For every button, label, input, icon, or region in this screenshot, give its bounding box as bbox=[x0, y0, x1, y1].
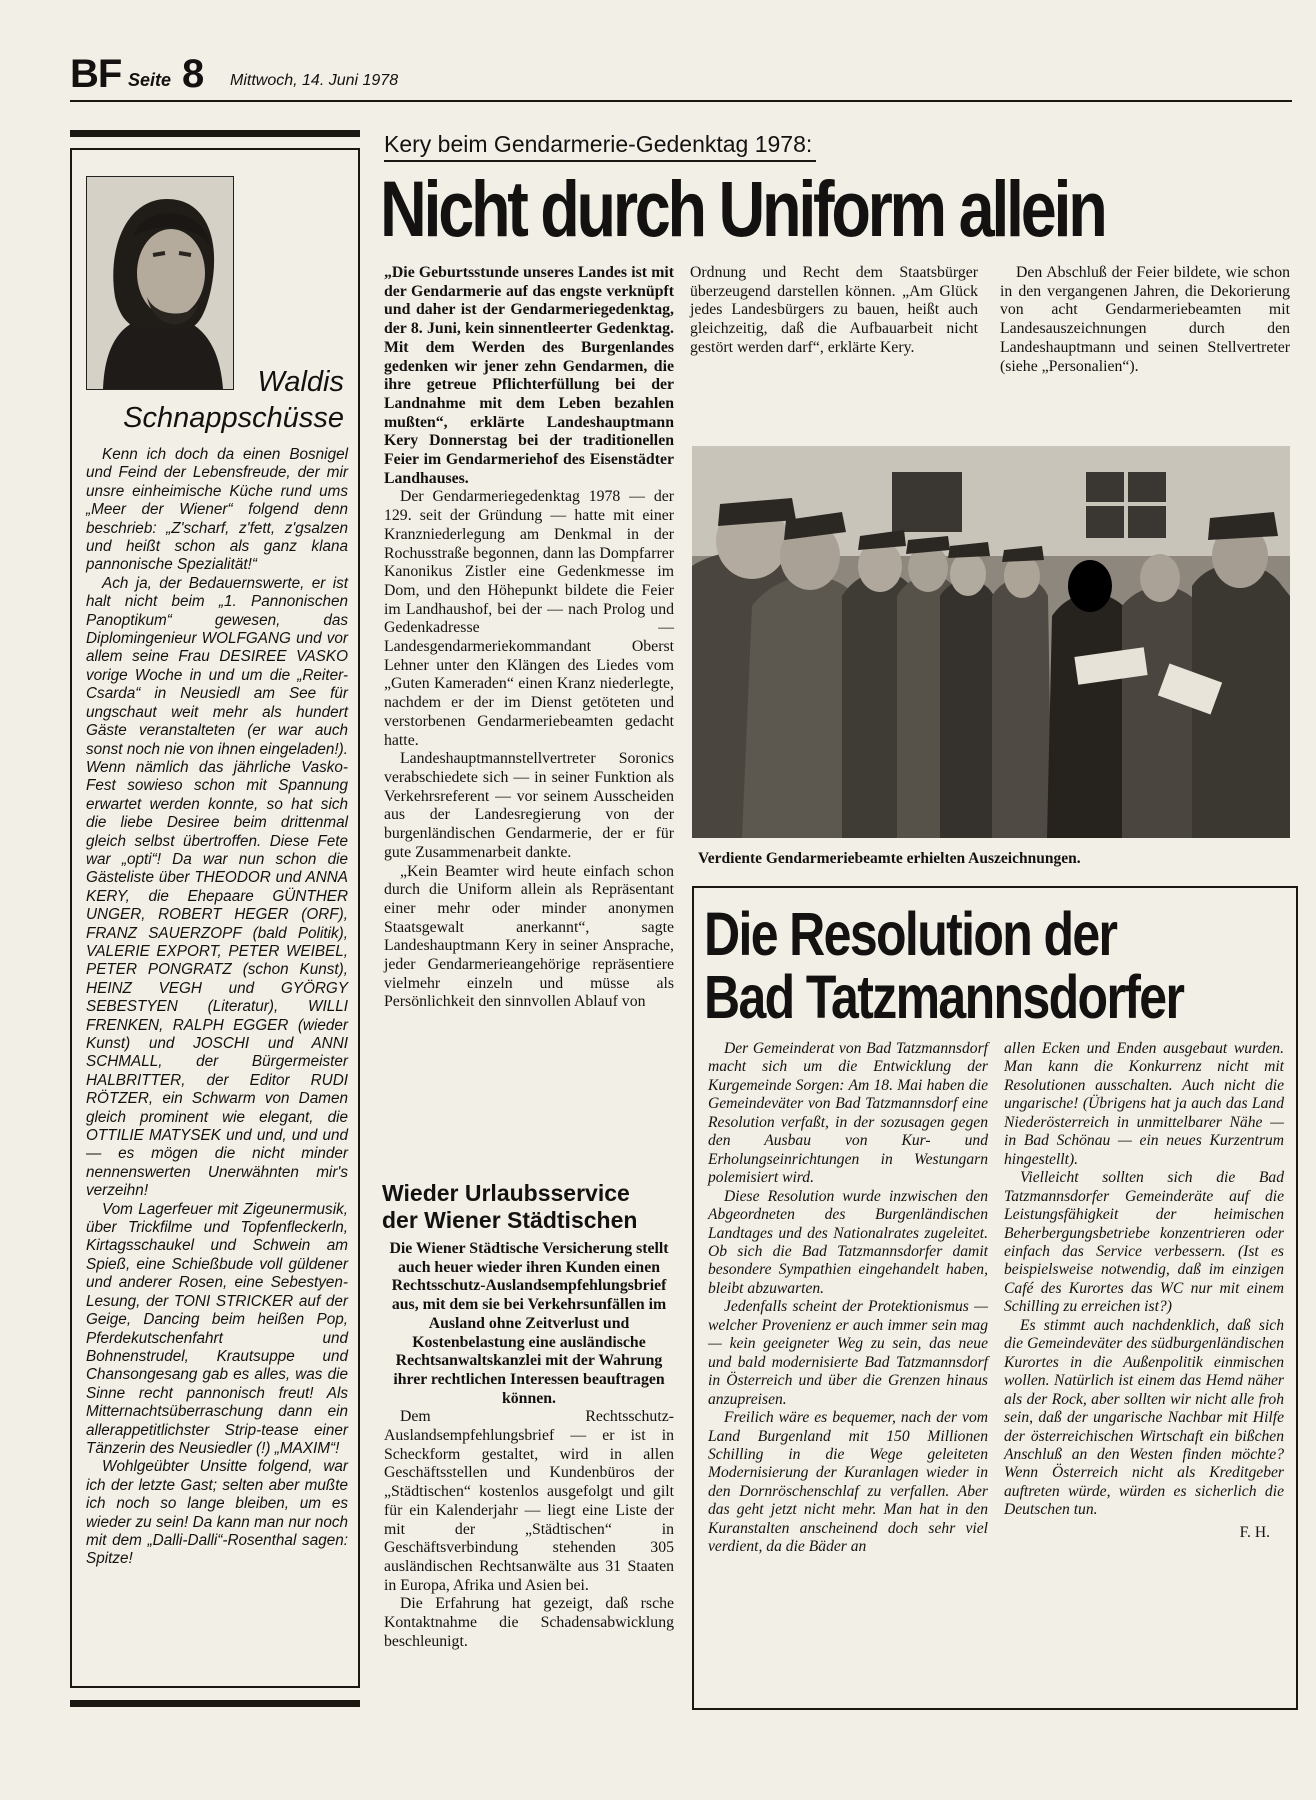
waldis-title-line1: Waldis bbox=[257, 366, 344, 398]
waldis-paragraph: Kenn ich doch da einen Bosnigel und Feind der Lebensfreude, der mir unsre einheimische Küche rund ums „Meer der Wiener“ folgend denn beschrieb: „Z'scharf, z'fett, z'gsalzen und heißt schon als ganz klana pannonische Spezialität!“ bbox=[86, 446, 348, 574]
waldis-paragraph: Ach ja, der Bedauernswerte, er ist halt nicht beim „1. Pannonischen Panoptikum“ gewesen, das Diplomingenieur WOLFGANG und vor allem seine Frau DESIREE VASKO vorige Woche in und um die „Reiter-Csarda“ in Neusiedl am See für ungschaut weit mehr als hundert Gäste veranstalteten (er war auch sonst noch nie von ihnen eingeladen!). Wenn nämlich das jährliche Vasko-Fest sowieso schon mit Spannung erwartet werden konnte, so hat sich die liebe Desiree beim drittenmal gleich selbst übertroffen. Diese Fete war „opti“! Da war nun schon die Gästeliste über THEODOR und ANNA KERY, die Ehepaare GÜNTHER UNGER, ROBERT HEGER (ORF), FRANZ SAUERZOPF (bald Politik), VALERIE EXPORT, PETER WEIBEL, PETER PONGRATZ (schon Kunst), HEINZ VEGH und GYÖRGY SEBESTYEN (Literatur), WILLI FRENKEN, RALPH EGGER (wieder Kunst) und JOSCHI und ANNI SCHMALL, der Bürgermeister HALBRITTER, der Editor RUDI RÖTZER, ein Schwarm von Damen gleich prominent wie elegant, die OTTILIE MATYSEK und und, und und — es mögen die nicht minder nennenswerten Unerwähnten mir's verzeihn! bbox=[86, 574, 348, 1200]
masthead-rule bbox=[70, 100, 1292, 102]
portrait-photo bbox=[86, 176, 234, 390]
urlaub-article bbox=[384, 1240, 674, 1651]
masthead-logo: BF bbox=[70, 52, 122, 96]
waldis-column bbox=[70, 148, 360, 1688]
resolution-paragraph: Freilich wäre es bequemer, nach der vom Land Burgenland mit 150 Millionen Schilling in die Wege geleiteten Modernisierung der Kuranlagen wieder in den Dornröschenschlaf zu verfallen. Aber das geht jetzt nicht mehr. Man hat in den Kuranstalten anscheinend doch sehr viel verdient, da die Bäder an bbox=[708, 1409, 988, 1556]
photo-caption: Verdiente Gendarmeriebeamte erhielten Auszeichnungen. bbox=[698, 850, 1081, 867]
article-lead: „Die Geburtsstunde unseres Landes ist mit der Gendarmerie auf das engste verknüpft und daher ist der Gendarmeriegedenktag, der 8. Juni, kein sinnentleerter Gedenktag. Mit dem Werden des Burgenlandes gedenken wir jener zehn Gendarmen, die ihre getreue Pflichterfüllung bei der Landnahme mit dem Leben bezahlen mußten“, erklärte Landeshauptmann Kery Donnerstag bei der traditionellen Feier im Gendarmeriehof des Eisenstädter Landhauses. bbox=[384, 264, 674, 487]
article-paragraph: Den Abschluß der Feier bildete, wie schon in den vergangenen Jahren, die Dekorierung von acht Gendarmeriebeamten mit Landesauszeichnungen durch den Landeshauptmann und seinen Stellvertreter (siehe „Personalien“). bbox=[1000, 264, 1290, 375]
resolution-headline bbox=[704, 900, 1184, 1031]
article-paragraph: „Kein Beamter wird heute einfach schon durch die Uniform allein als Repräsentant einer mehr oder minder anonymen Staatsgewalt anerkannt“, sagte Landeshauptmann Kery in seiner Ansprache, jeder Gendarmerieangehörige repräsentiere vielmehr einzeln und müsse als Persönlichkeit den sinnvollen Ablauf von bbox=[384, 862, 674, 1011]
urlaub-headline bbox=[382, 1180, 678, 1234]
resolution-paragraph: allen Ecken und Enden ausgebaut wurden. Man kann die Konkurrenz nicht mit Resolutionen ausschalten. Auch nicht die ungarische! (Übrigens hat ja auch das Land Niederösterreich in unmittelbarer Nähe — in Bad Schönau — ein neues Kurzentrum hingestellt). bbox=[1004, 1040, 1284, 1168]
article-paragraph: Landeshauptmannstellvertreter Soronics verabschiedete sich — in seiner Funktion als Verkehrsreferent — vor seinem Ausscheiden aus der Landesregierung von der burgenländischen Gendarmerie, der er für gute Zusammenarbeit dankte. bbox=[384, 750, 674, 861]
waldis-title bbox=[88, 364, 344, 436]
resolution-paragraph: Vielleicht sollten sich die Bad Tatzmannsdorfer Gemeinderäte auf die Leistungsfähigkeit der heimischen Beherbergungsbetriebe konzentrieren oder einfach das Service verbessern. (Ist es beispielsweise notwendig, daß im einzigen Café des Kurortes das WC nur mit einem Schilling zu erreichen ist?) bbox=[1004, 1169, 1284, 1316]
resolution-paragraph: Es stimmt auch nachdenklich, daß sich die Gemeindeväter des südburgenländischen Kurortes in die Außenpolitik einmischen wollen. Natürlich ist einem das Hemd näher als der Rock, aber sollten wir nicht alle froh sein, daß der ungarische Nachbar mit Hilfe der österreichischen Wirtschaft ein bißchen Anschluß an den Westen finden möchte? Wenn Österreich nicht als Kreditgeber auftreten würde, würden es sicherlich die Deutschen tun. bbox=[1004, 1316, 1284, 1519]
author-signature: F. H. bbox=[1239, 1523, 1270, 1541]
page-label: Seite bbox=[128, 70, 172, 90]
resolution-paragraph: Diese Resolution wurde inzwischen den Abgeordneten des Burgenländischen Landtages und des Nationalrates zugeleitet. Ob sich die Bad Tatzmannsdorfer damit besondere Sympathien eingehandelt haben, bleibt abzuwarten. bbox=[708, 1187, 988, 1297]
bottom-bar bbox=[70, 1700, 360, 1707]
resolution-paragraph: Der Gemeinderat von Bad Tatzmannsdorf macht sich um die Entwicklung der Kurgemeinde Sorgen: Am 18. Mai haben die Gemeindeväter von Bad Tatzmannsdorf eine Resolution verfaßt, in der sozusagen gegen den Ausbau von Kur- und Erholungseinrichtungen in Westungarn polemisiert wird. bbox=[708, 1040, 988, 1187]
page-number: 8 bbox=[182, 52, 205, 96]
urlaub-headline-line2: der Wiener Städtischen bbox=[382, 1207, 638, 1233]
waldis-text bbox=[86, 446, 348, 1569]
article-paragraph: Der Gendarmeriegedenktag 1978 — der 129. seit der Gründung — hatte mit einer Kranzniederlegung am Denkmal in der Rochusstraße begonnen, dann las Dompfarrer Kanonikus Zistler eine Gedenkmesse im Dom, und den Höhepunkt bildete die Feier im Landhaushof, bei der — nach Prolog und Gedenkadresse — Landesgendarmeriekommandant Oberst Lehner unter den Klängen des Liedes vom „Guten Kameraden“ einen Kranz niederlegte, nachdem er der im Dienst getöteten und verstorbenen Gendarmeriebeamten gedacht hatte. bbox=[384, 488, 674, 749]
article-paragraph: Ordnung und Recht dem Staatsbürger überzeugend darstellen können. „Am Glück jedes Landesbürgers zu bauen, heißt auch gleichzeitig, daß die Aufbauarbeit nicht gestört werden darf“, erklärte Kery. bbox=[690, 264, 978, 356]
article-column-3 bbox=[1000, 264, 1290, 376]
resolution-paragraph: Jedenfalls scheint der Protektionismus — welcher Provenienz er auch immer sein mag — kein geeigneter Weg zu sein, das neue und bald modernisierte Bad Tatzmannsdorf in Österreich und über die Grenzen hinaus anzupreisen. bbox=[708, 1298, 988, 1408]
article-column-1 bbox=[384, 264, 674, 1012]
waldis-title-line2: Schnappschüsse bbox=[123, 402, 344, 434]
top-bar bbox=[70, 130, 360, 137]
urlaub-paragraph: Die Erfahrung hat gezeigt, daß rsche Kontaktnahme die Schadensabwicklung beschleunigt. bbox=[384, 1595, 674, 1650]
masthead bbox=[70, 52, 1290, 100]
article-headline: Nicht durch Uniform allein bbox=[380, 164, 1105, 253]
urlaub-lead: Die Wiener Städtische Versicherung stellt auch heuer wieder ihren Kunden einen Rechtsschutz-Auslandsempfehlungsbrief aus, mit dem sie bei Verkehrsunfällen im Ausland ohne Zeitverlust und Kostenbelastung eine ausländische Rechtsanwaltskanzlei mit der Wahrung ihrer rechtlichen Interessen beauftragen können. bbox=[389, 1240, 669, 1407]
ceremony-photo bbox=[692, 446, 1290, 838]
article-column-2 bbox=[690, 264, 978, 358]
resolution-column-2 bbox=[1004, 1040, 1284, 1542]
urlaub-headline-line1: Wieder Urlaubsservice bbox=[382, 1180, 630, 1206]
waldis-paragraph: Vom Lagerfeuer mit Zigeunermusik, über Trickfilme und Topfenfleckerln, Kirtagsschaukel und Schwein am Spieß, eine Schießbude voll güldener und anderer Rosen, eine Sebestyen-Lesung, der TONI STRICKER auf der Geige, Dancing beim heißen Pop, Pferdekutschenfahrt und Bohnenstrudel, Krautsuppe und Chansongesang gab es alles, was die Sinne recht pannonisch freut! Als Mitternachtsüberraschung dann ein allerappetitlichster Strip-tease einer Tänzerin des Neusiedler (!) „MAXIM“! bbox=[86, 1200, 348, 1457]
resolution-headline-line2: Bad Tatzmannsdorfer bbox=[704, 963, 1184, 1031]
waldis-paragraph: Wohlgeübter Unsitte folgend, war ich der letzte Gast; selten aber mußte ich noch so lange bleiben, um es wieder zu sein! Da kann man nur noch mit dem „Dalli-Dalli“-Rosenthal sagen: Spitze! bbox=[86, 1458, 348, 1568]
urlaub-paragraph: Dem Rechtsschutz-Auslandsempfehlungsbrief — er ist in Scheckform gestaltet, wird in allen Geschäftsstellen und Kundenbüros der „Städtischen“ kostenlos ausgefolgt und gilt für ein Kalenderjahr — liegt eine Liste der mit der „Städtischen“ in Geschäftsverbindung stehenden 305 ausländischen Rechtsanwälte aus 31 Staaten in Europa, Afrika und Asien bei. bbox=[384, 1408, 674, 1594]
issue-date: Mittwoch, 14. Juni 1978 bbox=[230, 72, 399, 89]
resolution-column-1 bbox=[708, 1040, 988, 1557]
resolution-headline-line1: Die Resolution der bbox=[704, 900, 1117, 968]
article-kicker: Kery beim Gendarmerie-Gedenktag 1978: bbox=[384, 128, 816, 162]
